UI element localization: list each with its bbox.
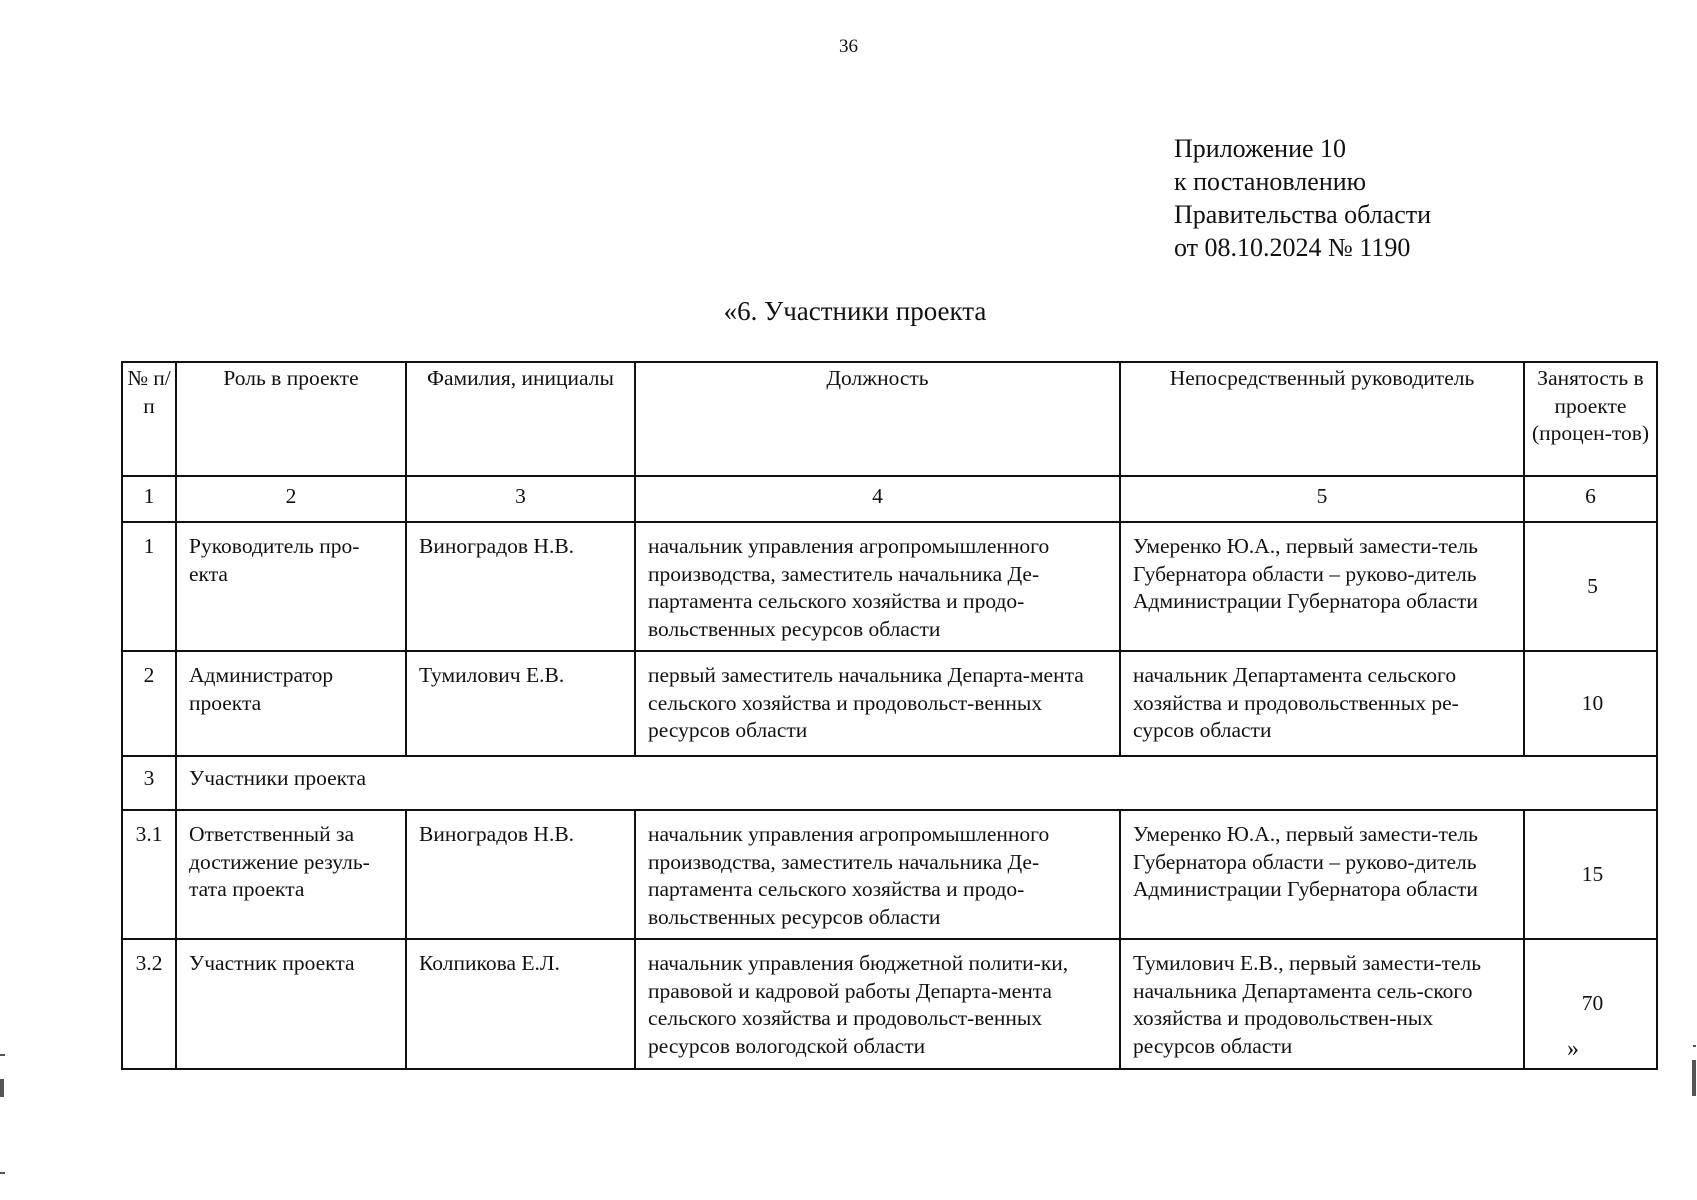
row-role: Участник проекта [176, 939, 406, 1069]
header-cell-supervisor: Непосредственный руководитель [1120, 362, 1524, 476]
row-group-label: Участники проекта [176, 756, 1657, 810]
column-number: 3 [406, 476, 635, 522]
column-number: 6 [1524, 476, 1657, 522]
header-cell-number: № п/п [122, 362, 176, 476]
row-role: Ответственный за достижение резуль-тата проекта [176, 810, 406, 939]
appendix-line: Приложение 10 [1174, 134, 1347, 163]
row-position: начальник управления агропромышленного производства, заместитель начальника Де-партамента сельского хозяйства и продо-вольственных ресурсов области [635, 810, 1120, 939]
column-number: 4 [635, 476, 1120, 522]
row-position: начальник управления агропромышленного производства, заместитель начальника Де-партамента сельского хозяйства и продо-вольственных ресурсов области [635, 522, 1120, 651]
row-position: начальник управления бюджетной полити-ки, правовой и кадровой работы Департа-мента сельского хозяйства и продовольст-венных ресурсов вологодской области [635, 939, 1120, 1069]
header-cell-role: Роль в проекте [176, 362, 406, 476]
column-number: 2 [176, 476, 406, 522]
row-number: 3 [122, 756, 176, 810]
row-supervisor: начальник Департамента сельского хозяйства и продовольственных ре-сурсов области [1120, 651, 1524, 756]
row-name: Виноградов Н.В. [406, 522, 635, 651]
scan-edge-mark [1693, 1045, 1696, 1047]
row-position: первый заместитель начальника Департа-мента сельского хозяйства и продовольст-венных ресурсов области [635, 651, 1120, 756]
row-number: 2 [122, 651, 176, 756]
header-cell-percent: Занятость в проекте (процен-тов) [1524, 362, 1657, 476]
row-number: 3.1 [122, 810, 176, 939]
appendix-line: Правительства области [1174, 200, 1432, 229]
row-name: Тумилович Е.В. [406, 651, 635, 756]
row-percent: 10 [1524, 651, 1657, 756]
row-percent: 70 [1524, 939, 1657, 1069]
column-number: 1 [122, 476, 176, 522]
row-name: Колпикова Е.Л. [406, 939, 635, 1069]
table-row [122, 651, 1657, 756]
scan-edge-mark [0, 1172, 5, 1174]
table-row [122, 522, 1657, 651]
appendix-line: от 08.10.2024 № 1190 [1174, 233, 1411, 262]
row-role: Администратор проекта [176, 651, 406, 756]
row-percent: 15 [1524, 810, 1657, 939]
scan-edge-mark [1692, 1060, 1696, 1096]
row-supervisor: Умеренко Ю.А., первый замести-тель Губернатора области – руково-дитель Администрации Губернатора области [1120, 522, 1524, 651]
row-name: Виноградов Н.В. [406, 810, 635, 939]
section-title: «6. Участники проекта [723, 296, 987, 326]
row-supervisor: Тумилович Е.В., первый замести-тель начальника Департамента сель-ского хозяйства и продовольствен-ных ресурсов области [1120, 939, 1524, 1069]
scan-edge-mark [0, 1079, 4, 1097]
appendix-line: к постановлению [1174, 167, 1367, 196]
page-number: 36 [839, 36, 858, 57]
column-number-row [122, 476, 1657, 522]
table-row [122, 810, 1657, 939]
column-number: 5 [1120, 476, 1524, 522]
header-cell-position: Должность [635, 362, 1120, 476]
closing-quote: » [1567, 1036, 1579, 1062]
header-cell-name: Фамилия, инициалы [406, 362, 635, 476]
appendix-reference [1174, 132, 1431, 264]
table-group-row [122, 756, 1657, 810]
scan-edge-mark [0, 1054, 5, 1056]
row-percent: 5 [1524, 522, 1657, 651]
participants-table [121, 361, 1658, 1070]
row-role: Руководитель про-екта [176, 522, 406, 651]
row-number: 3.2 [122, 939, 176, 1069]
table-header-row [122, 362, 1657, 476]
row-supervisor: Умеренко Ю.А., первый замести-тель Губернатора области – руково-дитель Администрации Губернатора области [1120, 810, 1524, 939]
row-number: 1 [122, 522, 176, 651]
table-row [122, 939, 1657, 1069]
